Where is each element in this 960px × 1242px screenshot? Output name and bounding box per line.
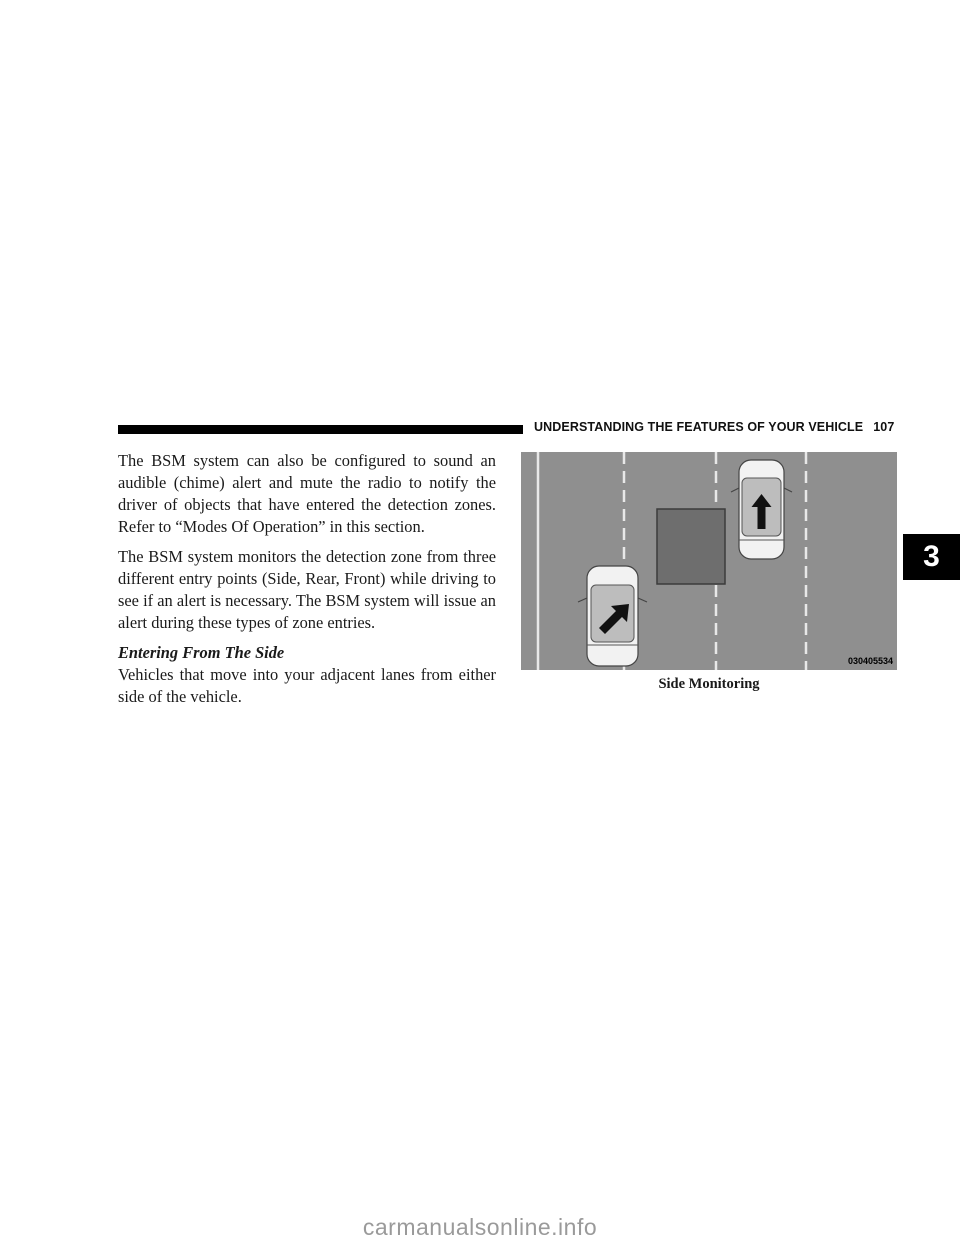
body-column <box>118 450 496 708</box>
figure-caption: Side Monitoring <box>658 676 760 692</box>
host-vehicle <box>731 460 792 559</box>
subheading-entering-side: Entering From The Side <box>118 643 285 662</box>
merging-vehicle <box>578 566 647 666</box>
running-header <box>534 420 904 434</box>
page-number: 107 <box>873 420 895 434</box>
chapter-tab: 3 <box>903 534 960 580</box>
paragraph-configure: The BSM system can also be configured to sound an audible (chime) alert and mute the radio to notify the driver of objects that have entered the detection zones. Refer to “Modes Of Operation” in this section. <box>118 451 496 536</box>
detection-zone <box>657 509 725 584</box>
watermark: carmanualsonline.info <box>362 1214 598 1240</box>
road-diagram <box>521 452 897 670</box>
side-monitoring-figure <box>521 452 897 670</box>
paragraph-entry-points: The BSM system monitors the detection zone from three different entry points (Side, Rear, Front) while driving to see if an alert is necessary. The BSM system will issue an alert during these types of zone entries. <box>118 547 496 632</box>
paragraph-side-vehicles: Vehicles that move into your adjacent lanes from either side of the vehicle. <box>118 665 496 706</box>
section-title: UNDERSTANDING THE FEATURES OF YOUR VEHICLE <box>534 420 864 434</box>
header-rule <box>118 425 523 434</box>
figure-code: 030405534 <box>847 656 893 666</box>
